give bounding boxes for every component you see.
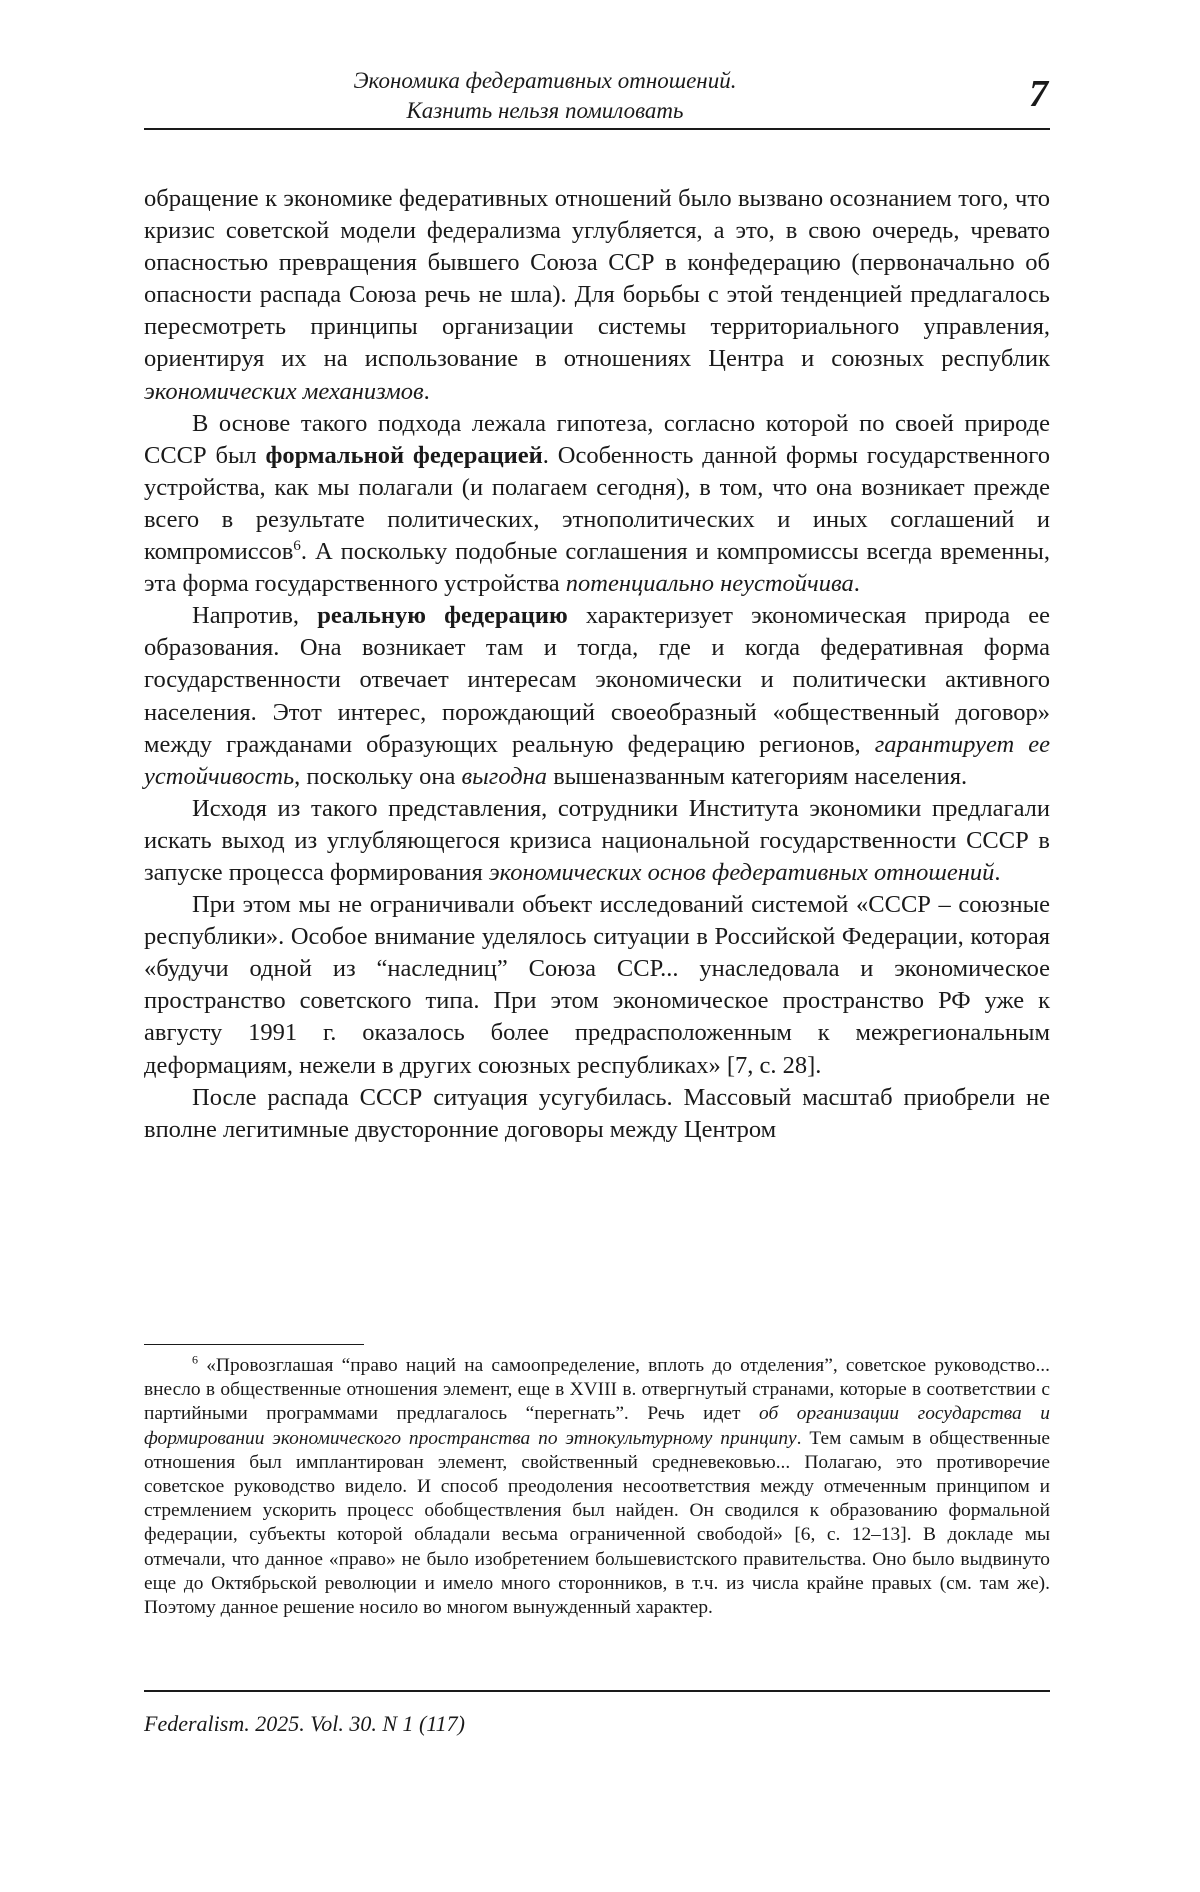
running-head: [144, 62, 1050, 128]
p3-text-4: вышеназванным категориям населения.: [547, 762, 968, 790]
footnote-text-2: . Тем самым в общественные отношения был имплантирован элемент, свойственный средневековью... Полагаю, это противоречие советское руководство видело. И способ преодоления несоответствия между отмеченным принципом и стремлением ускорить процесс обобществления был найден. Он сводился к образованию формальной федерации, субъекты которой обладали весьма ограниченной свободой» [6, с. 12–13]. В докладе мы отмечали, что данное «право» не было изобретением большевистского правительства. Оно было выдвинуто еще до Октябрьской революции и имело много сторонников, в т.ч. из числа крайне правых (см. там же). Поэтому данное решение носило во многом вынужденный характер.: [144, 1427, 1050, 1619]
p4-text-2: .: [994, 858, 1001, 886]
p3-text-1: Напротив,: [192, 602, 318, 630]
p1-text-2: .: [423, 377, 430, 405]
page-number: 7: [1029, 73, 1048, 115]
p3-emphasis-2: выгодна: [461, 762, 548, 790]
p5-text-1: При этом мы не ограничивали объект исследований системой «СССР – союзные республики». Особое внимание уделялось ситуации в Российской Федерации, которая «будучи одной из “наследниц” Союза ССР... унаследовала и экономическое пространство советского типа. При этом экономическое пространство РФ уже к августу 1991 г. оказалось более предрасположенным к межрегиональным деформациям, нежели в других союзных республиках» [7, с. 28].: [144, 891, 1050, 1079]
paragraph-4: [144, 793, 1050, 889]
footer-rule: [144, 1690, 1050, 1692]
running-title-line-2: Казнить нельзя помиловать: [406, 98, 684, 123]
p2-emphasis-1: потенциально неустойчива: [565, 570, 854, 598]
p2-bold-term: формальной федерацией: [265, 441, 543, 469]
p1-emphasis-1: экономических механизмов: [144, 377, 424, 405]
running-title-line-1: Экономика федеративных отношений.: [353, 68, 737, 93]
header-rule: [144, 128, 1050, 130]
footnote-6: [144, 1354, 1050, 1620]
footnote-rule: [144, 1344, 364, 1345]
main-text: [144, 183, 1050, 1146]
p2-text-2: . Особенность данной формы государственного устройства, как мы полагали (и полагаем сегодня), в том, что она возникает прежде всего в результате политических, этнополитических и иных соглашений и компромиссов: [144, 441, 1050, 566]
p2-text-4: .: [853, 570, 860, 598]
paragraph-5: [144, 889, 1050, 1082]
p2-text-1: В основе такого подхода лежала гипотеза, согласно которой по своей природе СССР был: [144, 409, 1050, 469]
paragraph-2: [144, 408, 1050, 601]
p3-bold-term: реальную федерацию: [317, 602, 568, 630]
p6-text-1: После распада СССР ситуация усугубилась. Массовый масштаб приобрели не вполне легитимные двусторонние договоры между Центром: [144, 1083, 1050, 1143]
paragraph-6: [144, 1082, 1050, 1146]
p3-emphasis-1: гарантирует ее устойчивость: [144, 730, 1051, 790]
p3-text-2: характеризует экономическая природа ее образования. Она возникает там и тогда, где и когда федеративная форма государственности отвечает интересам экономически и политически активного населения. Этот интерес, порождающий своеобразный «общественный договор» между гражданами образующих реальную федерацию регионов,: [144, 602, 1051, 758]
p1-text-1: обращение к экономике федеративных отношений было вызвано осознанием того, что кризис советской модели федерализма углубляется, а это, в свою очередь, чревато опасностью превращения бывшего Союза ССР в конфедерацию (первоначально об опасности распада Союза речь не шла). Для борьбы с этой тенденцией предлагалось пересмотреть принципы организации системы территориального управления, ориентируя их на использование в отношениях Центра и союзных республик: [144, 185, 1050, 373]
paragraph-1: [144, 183, 1050, 408]
p2-text-3: . А поскольку подобные соглашения и компромиссы всегда временны, эта форма государственного устройства: [144, 538, 1050, 598]
paragraph-3: [144, 600, 1050, 793]
journal-footer: Federalism. 2025. Vol. 30. N 1 (117): [144, 1711, 466, 1736]
footnote-marker: 6: [192, 1352, 199, 1367]
p3-text-3: , поскольку она: [294, 762, 462, 790]
running-title: [144, 66, 946, 126]
p4-text-1: Исходя из такого представления, сотрудники Института экономики предлагали искать выход из углубляющегося кризиса национальной государственности СССР в запуске процесса формирования: [144, 794, 1050, 886]
footnote-emphasis-1: об организации государства и формировании экономического пространства по этнокультурному принципу: [144, 1403, 1050, 1449]
footnote-ref-6[interactable]: 6: [293, 536, 301, 554]
p4-emphasis-1: экономических основ федеративных отношений: [488, 858, 995, 886]
footnote-text-1: «Провозглашая “право наций на самоопределение, вплоть до отделения”, советское руководство... внесло в общественные отношения элемент, еще в XVIII в. отвергнутый странами, которые в соответствии с партийными программами предлагалось “перегнать”. Речь идет: [144, 1355, 1050, 1425]
